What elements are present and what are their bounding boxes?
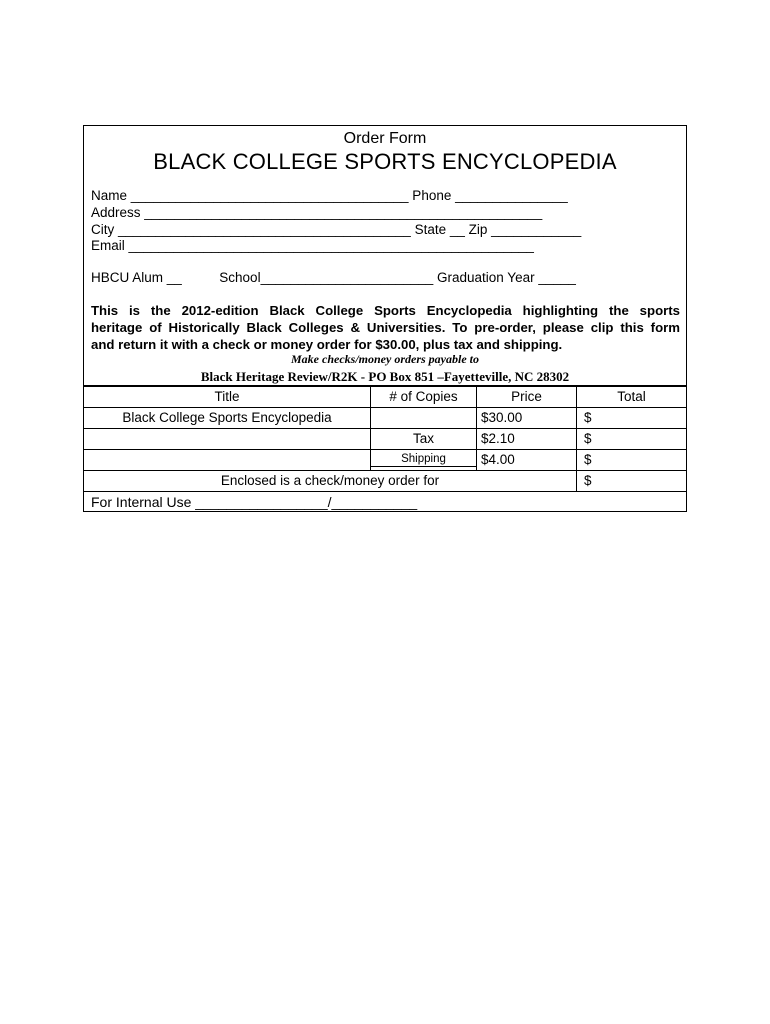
description-paragraph <box>91 302 680 353</box>
hbcu-school-graduation-field[interactable]: HBCU Alum __ School_______________________ Graduation Year _____ <box>91 270 576 285</box>
row-shipping-total[interactable]: $ <box>584 452 592 467</box>
form-subtitle: Order Form <box>343 130 427 147</box>
table-row-rule <box>83 470 687 471</box>
email-field[interactable]: Email ______________________________________________________ <box>91 238 534 253</box>
table-row-rule <box>83 449 687 450</box>
order-form <box>83 125 687 512</box>
table-row-rule <box>83 407 687 408</box>
row-book-total[interactable]: $ <box>584 410 592 425</box>
row-book-title: Black College Sports Encyclopedia <box>122 410 332 425</box>
internal-use-field[interactable]: For Internal Use _________________/___________ <box>91 494 418 510</box>
row-shipping-price: $4.00 <box>481 452 515 467</box>
table-row-rule <box>83 428 687 429</box>
row-enclosed-label: Enclosed is a check/money order for <box>220 473 440 488</box>
row-tax-total[interactable]: $ <box>584 431 592 446</box>
shipping-underline <box>370 466 476 467</box>
row-tax-price: $2.10 <box>481 431 515 446</box>
table-row-rule <box>83 491 687 492</box>
address-field[interactable]: Address _____________________________________________________ <box>91 205 543 220</box>
row-shipping-label: Shipping <box>401 453 446 465</box>
form-title: BLACK COLLEGE SPORTS ENCYCLOPEDIA <box>153 149 617 174</box>
row-tax-label: Tax <box>412 431 434 446</box>
row-book-price: $30.00 <box>481 410 523 425</box>
col-header-copies: # of Copies <box>389 389 458 404</box>
col-header-title: Title <box>214 389 240 404</box>
city-state-zip-field[interactable]: City _______________________________________ State __ Zip ____________ <box>91 222 582 237</box>
col-header-price: Price <box>511 389 542 404</box>
name-phone-field[interactable]: Name _____________________________________ Phone _______________ <box>91 188 568 203</box>
table-top-rule <box>83 385 687 387</box>
payable-note: Make checks/money orders payable to <box>291 352 479 366</box>
description-line-2: heritage of Historically Black Colleges & Universities. To pre-order, please clip this form <box>91 320 680 335</box>
description-line-1: This is the 2012-edition Black College Sports Encyclopedia highlighting the sports <box>91 303 680 318</box>
row-enclosed-total[interactable]: $ <box>584 473 592 488</box>
mailing-address: Black Heritage Review/R2K - PO Box 851 –Fayetteville, NC 28302 <box>200 369 570 384</box>
description-line-3: and return it with a check or money order for $30.00, plus tax and shipping. <box>91 337 563 352</box>
col-header-total: Total <box>617 389 646 404</box>
